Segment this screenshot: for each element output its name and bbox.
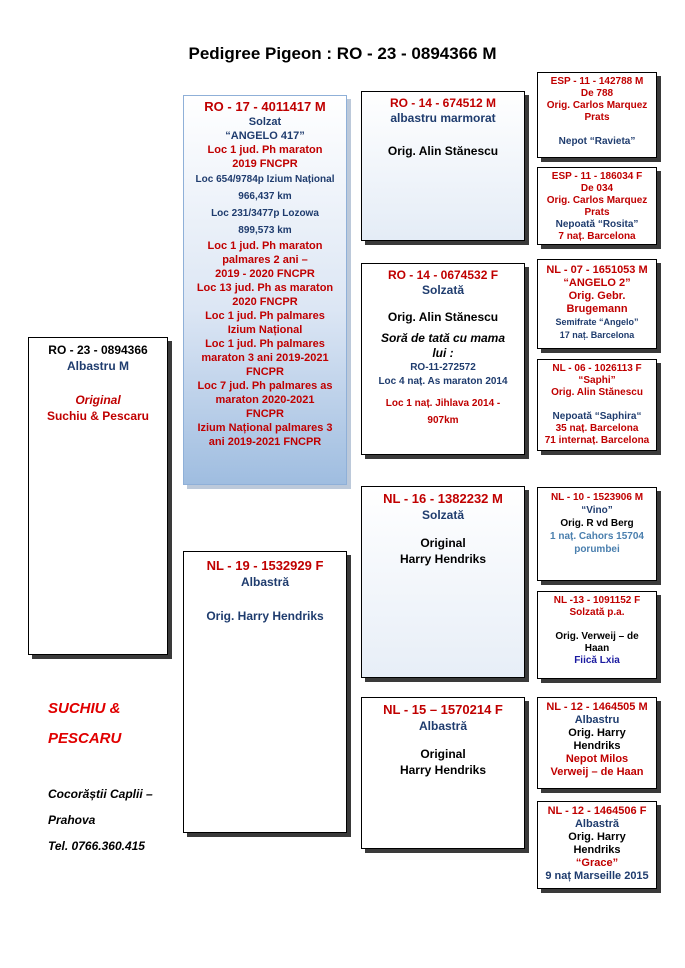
ggp8-line: “Grace” [575,857,619,869]
grandsire-maternal-origin: Harry Hendriks [399,552,487,566]
grandsire-paternal-origin: Orig. Alin Stănescu [387,144,499,158]
granddam-maternal-origin: Harry Hendriks [399,763,487,777]
subject-origin-label: Original [75,393,121,407]
ggp6-line: Solzată p.a. [569,607,625,618]
breeder-address: Cocorăștii Caplii – [48,787,153,801]
ggp8-line: Hendriks [573,844,621,856]
father-result: 2020 FNCPR [232,296,298,308]
ggp2-line: 7 naț. Barcelona [558,231,636,242]
ggp8-line: Orig. Harry [568,831,626,843]
granddam-paternal-ref: RO-11-272572 [410,362,476,373]
ggp3-line: Brugemann [566,303,628,315]
great-grandparent-7-card [537,697,657,789]
ggp7-line: Orig. Harry [568,727,626,739]
great-grandparent-2-card [537,167,657,245]
great-grandparent-4-card [537,359,657,451]
grandsire-paternal-color: albastru marmorat [390,111,496,125]
ggp3-line: 17 naț. Barcelona [559,330,635,340]
father-result: Izium Național [227,324,303,336]
ggp5-line: 1 naț. Cahors 15704 [550,531,644,542]
father-name: “ANGELO 417” [225,130,305,142]
ggp2-ring: ESP - 11 - 186034 F [551,171,643,182]
granddam-paternal-ring: RO - 14 - 0674532 F [387,268,499,282]
granddam-paternal-card [361,263,525,455]
grandsire-paternal-ring: RO - 14 - 674512 M [389,96,497,110]
ggp7-ring: NL - 12 - 1464505 M [546,701,648,713]
granddam-paternal-color: Solzată [421,283,464,297]
subject-ring: RO - 23 - 0894366 [48,343,148,357]
page-title: Pedigree Pigeon : RO - 23 - 0894366 M [188,44,497,63]
ggp5-ring: NL - 10 - 1523906 M [550,492,644,503]
granddam-maternal-ring: NL - 15 – 1570214 F [383,702,503,717]
subject-color: Albastru M [66,359,129,373]
father-result: FNCPR [246,408,284,420]
ggp5-line: Orig. R vd Berg [560,518,634,529]
ggp6-line: Haan [584,643,610,654]
ggp3-line: Semifrate “Angelo” [555,317,639,327]
grandsire-maternal-card [361,486,525,678]
granddam-maternal-card [361,697,525,849]
father-result: 899,573 km [238,225,292,236]
father-result: 2019 - 2020 FNCPR [215,268,315,280]
granddam-paternal-origin: Orig. Alin Stănescu [387,310,499,324]
father-result: maraton 2020-2021 [215,394,315,406]
ggp6-line: Orig. Verweij – de [555,631,639,642]
ggp4-line: 71 internaț. Barcelona [544,435,650,446]
father-result: Loc 7 jud. Ph palmares as [197,380,333,392]
grandsire-maternal-color: Solzată [421,508,464,522]
ggp7-line: Albastru [574,714,620,726]
father-result: Loc 231/3477p Lozowa [211,208,319,219]
ggp1-line: De 788 [580,88,614,99]
ggp4-ring: NL - 06 - 1026113 F [552,363,642,374]
ggp7-line: Verweij – de Haan [550,766,644,778]
grandsire-maternal-origin: Original [420,536,466,550]
father-result: 2019 FNCPR [232,158,298,170]
granddam-paternal-result: Loc 4 naț. As maraton 2014 [378,376,508,387]
ggp2-line: Prats [584,207,610,218]
father-card [183,95,347,485]
great-grandparent-5-card [537,487,657,581]
subject-origin: Suchiu & Pescaru [46,409,150,423]
father-result: Loc 654/9784p Izium Național [195,174,335,185]
ggp3-line: “ANGELO 2” [563,277,631,289]
ggp8-ring: NL - 12 - 1464506 F [547,805,647,817]
mother-color: Albastră [240,575,290,589]
ggp1-line: Prats [584,112,610,123]
great-grandparent-1-card [537,72,657,158]
father-result: Loc 1 jud. Ph palmares [205,310,325,322]
great-grandparent-3-card [537,259,657,349]
granddam-maternal-color: Albastră [418,719,468,733]
ggp8-line: 9 naț Marseille 2015 [545,870,649,882]
ggp7-line: Hendriks [573,740,621,752]
father-result: FNCPR [246,366,284,378]
mother-origin: Orig. Harry Hendriks [206,609,324,623]
granddam-paternal-note: Soră de tată cu mama [380,331,506,345]
breeder-address: Prahova [48,813,96,827]
ggp1-line: Nepot “Ravieta” [558,136,636,147]
father-result: Loc 13 jud. Ph as maraton [196,282,334,294]
granddam-paternal-result: Loc 1 naț. Jihlava 2014 - [385,398,501,409]
father-color: Solzat [248,116,282,128]
great-grandparent-6-card [537,591,657,679]
ggp5-line: “Vino” [581,505,613,516]
grandsire-maternal-ring: NL - 16 - 1382232 M [383,491,503,506]
father-result: Loc 1 jud. Ph palmares [205,338,325,350]
ggp4-line: Orig. Alin Stănescu [551,387,643,398]
father-result: maraton 3 ani 2019-2021 [201,352,329,364]
grandsire-paternal-card [361,91,525,241]
ggp2-line: Orig. Carlos Marquez [546,195,648,206]
ggp1-line: Orig. Carlos Marquez [546,100,648,111]
ggp2-line: Nepoată “Rosita” [555,219,639,230]
father-result: 966,437 km [238,191,292,202]
father-result: Loc 1 jud. Ph maraton [207,144,323,156]
ggp6-line: Fiică Lxia [574,655,620,666]
father-result: Loc 1 jud. Ph maraton [207,240,323,252]
mother-ring: NL - 19 - 1532929 F [206,558,324,573]
ggp5-line: porumbei [574,544,620,555]
ggp1-ring: ESP - 11 - 142788 M [550,76,644,87]
ggp2-line: De 034 [580,183,614,194]
mother-card [183,551,347,833]
father-result: palmares 2 ani – [222,254,308,266]
ggp3-line: Orig. Gebr. [568,290,626,302]
father-result: Izium Național palmares 3 [197,422,333,434]
breeder-phone: Tel. 0766.360.415 [48,839,145,853]
breeder-name: PESCARU [48,730,122,747]
granddam-maternal-origin: Original [420,747,466,761]
great-grandparent-8-card [537,801,657,889]
breeder-name: SUCHIU & [48,700,121,717]
ggp4-line: Nepoată “Saphira“ [552,411,642,422]
granddam-paternal-note: lui : [432,346,454,360]
ggp6-ring: NL -13 - 1091152 F [553,595,641,606]
ggp8-line: Albastră [574,818,620,830]
ggp4-line: “Saphi” [578,375,616,386]
father-result: ani 2019-2021 FNCPR [208,436,322,448]
ggp4-line: 35 naț. Barcelona [555,423,639,434]
ggp3-ring: NL - 07 - 1651053 M [546,264,648,276]
subject-card [28,337,168,655]
ggp7-line: Nepot Milos [565,753,629,765]
father-ring: RO - 17 - 4011417 M [204,99,326,114]
granddam-paternal-result: 907km [427,415,459,426]
